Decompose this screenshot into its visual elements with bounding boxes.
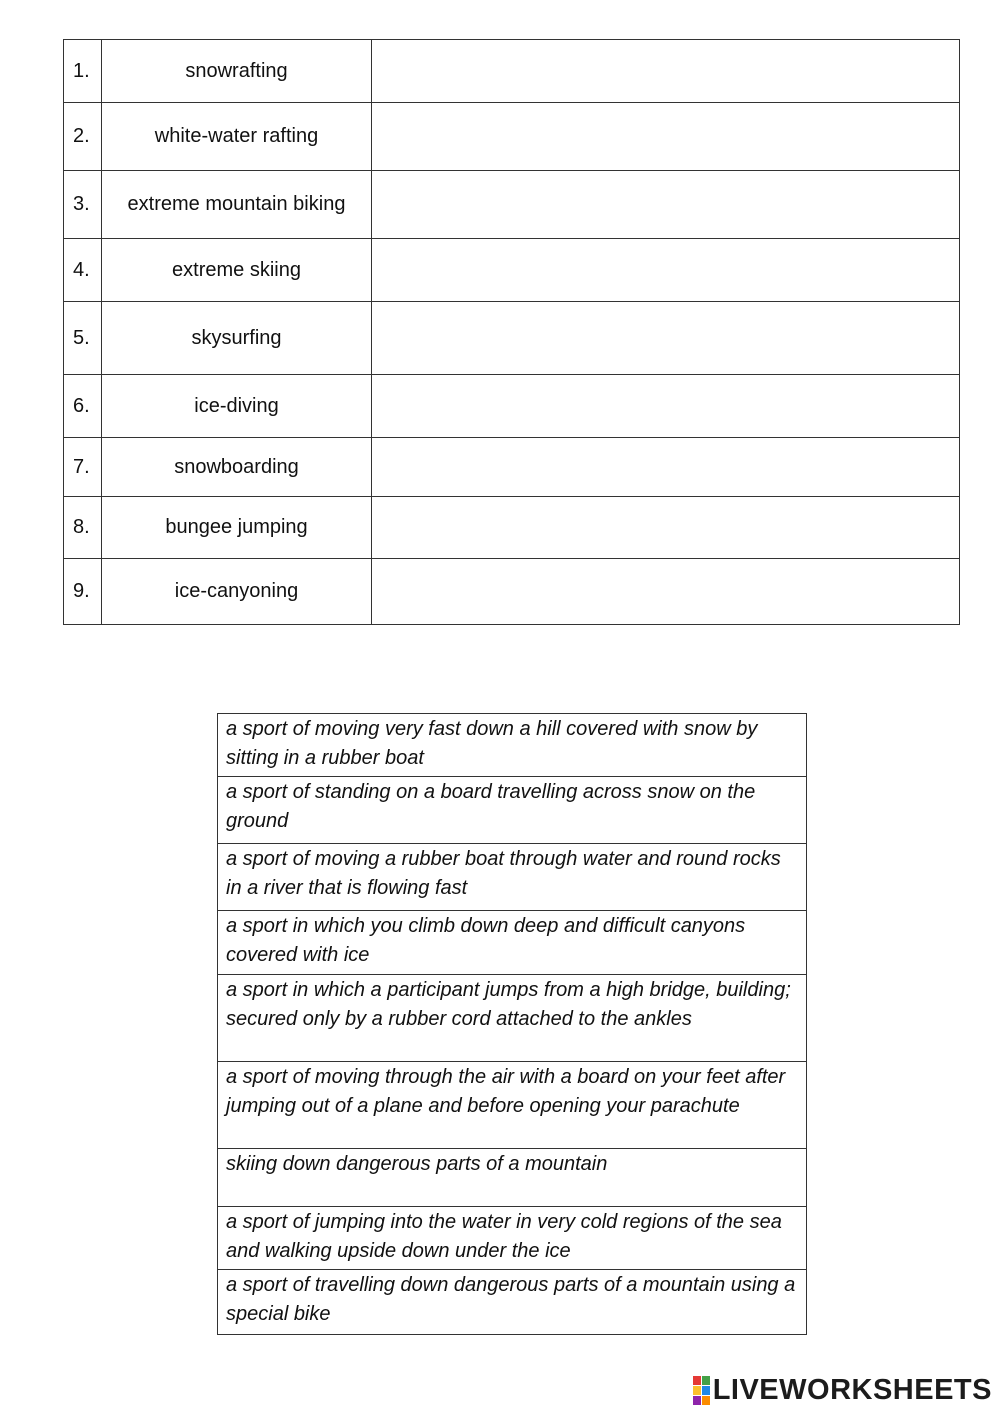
answer-drop-zone[interactable]: [372, 559, 960, 625]
answer-drop-zone[interactable]: [372, 375, 960, 438]
definition-card[interactable]: a sport in which a participant jumps from a high bridge, building; secured only by a rubber cord attached to the ankles: [218, 975, 807, 1062]
definition-row: [218, 1149, 807, 1207]
definition-row: [218, 714, 807, 777]
logo-block: [702, 1396, 710, 1405]
table-row: [64, 438, 960, 497]
logo-blocks-icon: [693, 1376, 710, 1405]
table-row: [64, 559, 960, 625]
answer-drop-zone[interactable]: [372, 103, 960, 171]
logo-block: [702, 1386, 710, 1395]
definition-row: [218, 1207, 807, 1270]
table-row: [64, 497, 960, 559]
logo-block: [693, 1396, 701, 1405]
definition-card[interactable]: a sport of jumping into the water in very cold regions of the sea and walking upside down under the ice: [218, 1207, 807, 1270]
sport-name: white-water rafting: [102, 103, 372, 171]
definition-row: [218, 844, 807, 911]
row-number: 8.: [64, 497, 102, 559]
answer-drop-zone[interactable]: [372, 40, 960, 103]
definition-card[interactable]: a sport of travelling down dangerous parts of a mountain using a special bike: [218, 1270, 807, 1335]
row-number: 4.: [64, 239, 102, 302]
sport-name: extreme mountain biking: [102, 171, 372, 239]
definition-row: [218, 1062, 807, 1149]
sport-name: snowboarding: [102, 438, 372, 497]
sport-name: extreme skiing: [102, 239, 372, 302]
row-number: 9.: [64, 559, 102, 625]
row-number: 3.: [64, 171, 102, 239]
logo-block: [702, 1376, 710, 1385]
table-row: [64, 103, 960, 171]
definition-row: [218, 975, 807, 1062]
answer-drop-zone[interactable]: [372, 497, 960, 559]
table-row: [64, 40, 960, 103]
row-number: 7.: [64, 438, 102, 497]
answer-drop-zone[interactable]: [372, 302, 960, 375]
row-number: 6.: [64, 375, 102, 438]
logo-block: [693, 1386, 701, 1395]
definition-card[interactable]: a sport of moving through the air with a board on your feet after jumping out of a plane and before opening your parachute: [218, 1062, 807, 1149]
definition-card[interactable]: a sport of moving a rubber boat through water and round rocks in a river that is flowing fast: [218, 844, 807, 911]
definition-row: [218, 777, 807, 844]
sport-name: ice-diving: [102, 375, 372, 438]
definition-card[interactable]: a sport of standing on a board travelling across snow on the ground: [218, 777, 807, 844]
sport-name: skysurfing: [102, 302, 372, 375]
sport-name: snowrafting: [102, 40, 372, 103]
definition-row: [218, 1270, 807, 1335]
definition-card[interactable]: a sport of moving very fast down a hill covered with snow by sitting in a rubber boat: [218, 714, 807, 777]
row-number: 2.: [64, 103, 102, 171]
liveworksheets-logo: [693, 1374, 992, 1407]
answer-drop-zone[interactable]: [372, 438, 960, 497]
definitions-box: [217, 713, 807, 1335]
sport-name: ice-canyoning: [102, 559, 372, 625]
logo-wordmark: LIVEWORKSHEETS: [712, 1374, 992, 1406]
table-row: [64, 302, 960, 375]
sport-name: bungee jumping: [102, 497, 372, 559]
definition-card[interactable]: skiing down dangerous parts of a mountain: [218, 1149, 807, 1207]
row-number: 5.: [64, 302, 102, 375]
table-row: [64, 239, 960, 302]
definition-row: [218, 911, 807, 975]
answer-drop-zone[interactable]: [372, 171, 960, 239]
table-row: [64, 375, 960, 438]
table-row: [64, 171, 960, 239]
row-number: 1.: [64, 40, 102, 103]
answer-drop-zone[interactable]: [372, 239, 960, 302]
sports-matching-table: [63, 39, 960, 625]
logo-block: [693, 1376, 701, 1385]
definition-card[interactable]: a sport in which you climb down deep and difficult canyons covered with ice: [218, 911, 807, 975]
